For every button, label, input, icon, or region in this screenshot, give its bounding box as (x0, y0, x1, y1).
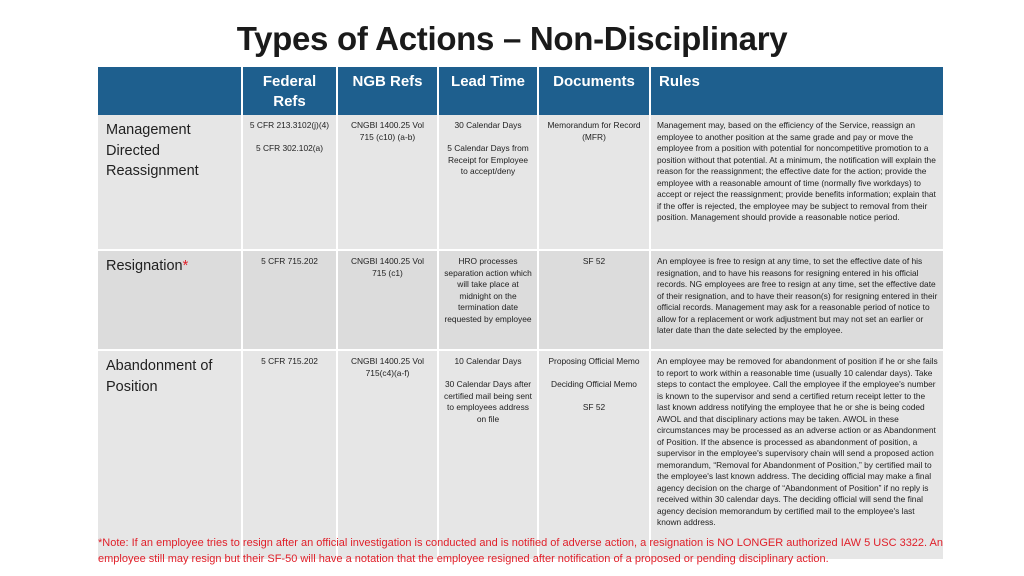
header-ngb-refs: NGB Refs (337, 67, 438, 115)
action-name: Management Directed Reassignment (106, 122, 199, 179)
action-name-cell (98, 250, 242, 350)
document: Proposing Official Memo (548, 356, 640, 366)
table-row-abandonment (98, 350, 943, 560)
action-name: Abandonment of Position (106, 358, 213, 395)
ngb-refs-cell: CNGBI 1400.25 Vol 715(c4)(a-f) (337, 350, 438, 560)
footnote: *Note: If an employee tries to resign after an official investigation is conducted and is notified of adverse action, a resignation is NO LONGER authorized IAW 5 USC 3322. An employee still may resign but their SF-50 will have a notation that the employee resigned after notification of a proposed or pending disciplinary action. (98, 537, 944, 565)
action-name-cell (98, 350, 242, 560)
documents-cell: Memorandum for Record (MFR) (538, 115, 650, 250)
lead-time-cell (438, 350, 538, 560)
header-documents: Documents (538, 67, 650, 115)
action-name: Resignation (106, 258, 183, 274)
table-row-resignation (98, 250, 943, 350)
header-lead-time: Lead Time (438, 67, 538, 115)
actions-table (98, 67, 943, 561)
table-row-reassignment (98, 115, 943, 250)
document: Deciding Official Memo (551, 379, 637, 389)
ngb-refs-cell: CNGBI 1400.25 Vol 715 (c1) (337, 250, 438, 350)
ngb-refs-cell: CNGBI 1400.25 Vol 715 (c10) (a-b) (337, 115, 438, 250)
lead-time: 30 Calendar Days (454, 120, 522, 130)
rules-cell: Management may, based on the efficiency of the Service, reassign an employee to another position at the same grade and pay or move the employee from a position with potential for noncompetitive promotion to a position without that potential. At a minimum, the notification will explain the reason for the reassignment; the effective date for the action; provide the employee with a reasonable amount of time (normally five workdays) to accept or reject the reassignment; provide benefits information; explain that if the offer is rejected, the employee may be subject to removal from their position. Management should provide a reasonable notice period. (650, 115, 943, 250)
lead-time-cell (438, 115, 538, 250)
federal-refs-cell: 5 CFR 715.202 (242, 350, 337, 560)
lead-time: 30 Calendar Days after certified mail being sent to employees address on file (444, 379, 532, 424)
header-rules: Rules (650, 67, 943, 115)
page-title: Types of Actions – Non-Disciplinary (236, 20, 788, 57)
federal-refs-cell (242, 115, 337, 250)
document: SF 52 (582, 402, 606, 412)
documents-cell (538, 350, 650, 560)
header-federal-refs: Federal Refs (242, 67, 337, 115)
lead-time: 10 Calendar Days (454, 356, 522, 366)
federal-refs-cell: 5 CFR 715.202 (242, 250, 337, 350)
action-name-cell (98, 115, 242, 250)
documents-cell: SF 52 (538, 250, 650, 350)
footnote-marker: * (182, 258, 189, 274)
lead-time-cell: HRO processes separation action which will take place at midnight on the termination date requested by employee (438, 250, 538, 350)
federal-ref: 5 CFR 213.3102(j)(4) (249, 120, 330, 130)
federal-ref: 5 CFR 302.102(a) (255, 143, 324, 153)
lead-time: 5 Calendar Days from Receipt for Employee to accept/deny (447, 143, 529, 176)
header-action-type (98, 67, 242, 115)
rules-cell: An employee may be removed for abandonment of position if he or she fails to report to work within a reasonable time (usually 10 calendar days). Take steps to contact the employee. Call the employee if the employee's number is known to the supervisor and send a certified return receipt letter to the last known address notifying the employee that he or she is being coded AWOL and that disciplinary actions may be taken. AWOL in these circumstances may be processed as an adverse action or as Abandonment of Position. If the absence is processed as abandonment of position, a supervisor in the employee's supervisory chain will send a proposed action memorandum, “Removal for Abandonment of Position,” by certified mail to the employee's last known address. The deciding official may make a final agency decision on the charge of “Abandonment of Position” if no reply is received within 30 calendar days. The deciding official will send the final agency decision memorandum by certified mail to the employee's last known address. (650, 350, 943, 560)
rules-cell: An employee is free to resign at any time, to set the effective date of his resignation, and to have his reasons for resigning entered in his official records. NG employees are free to resign at any time, set the effective date of their resignation, and to have their reason(s) for resigning entered in their official records. Management may ask for a reasonable period of notice to allow for a replacement or work adjustment but may not set an earlier or later date than the date selected by the employee. (650, 250, 943, 350)
table-header (98, 67, 943, 115)
